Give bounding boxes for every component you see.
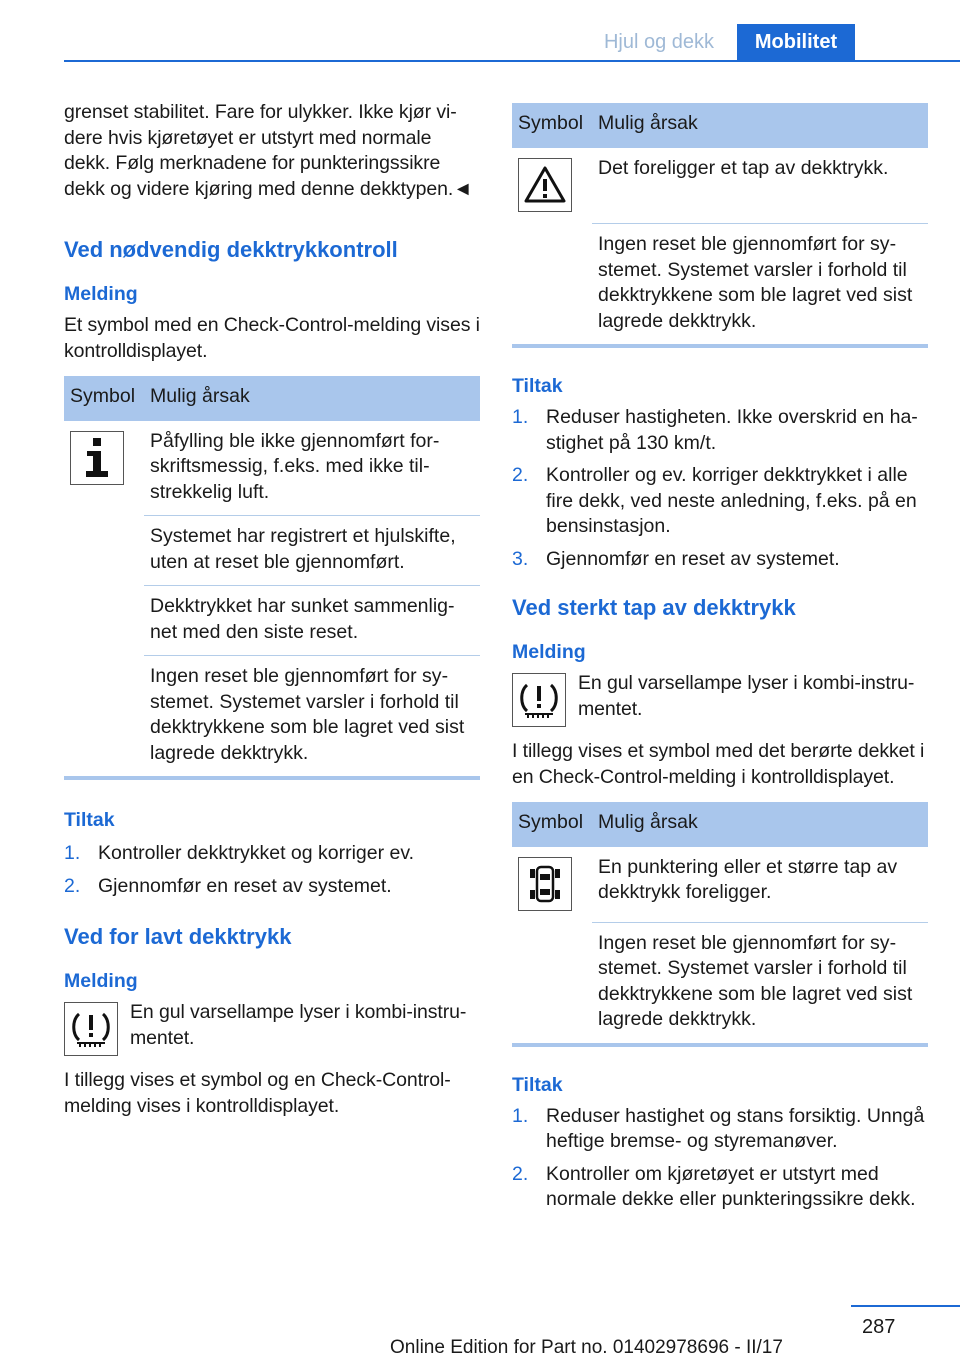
step-text: Kontroller dekktrykket og korriger ev. bbox=[98, 842, 415, 864]
column-header-symbol: Symbol bbox=[512, 802, 592, 847]
tiltak-heading: Tiltak bbox=[64, 809, 115, 831]
list-item bbox=[512, 1162, 928, 1213]
step-text: Gjennomfør en reset av systemet. bbox=[546, 547, 840, 570]
list-item bbox=[512, 1104, 928, 1155]
table-end-rule bbox=[64, 776, 480, 780]
table-row bbox=[64, 421, 480, 516]
column-header-symbol: Symbol bbox=[512, 103, 592, 148]
step-text: Kontroller og ev. korriger dekktrykket i alle fire dekk, ved neste anledning, f.eks. på en bensinstasjon. bbox=[546, 464, 917, 537]
car-tire-icon bbox=[518, 857, 572, 911]
left-column bbox=[64, 100, 480, 1119]
step-number: 2. bbox=[512, 1162, 529, 1185]
table-row bbox=[512, 847, 928, 923]
section-title-check-pressure: Ved nødvendig dekktrykkontroll bbox=[64, 237, 398, 262]
list-item bbox=[64, 874, 480, 900]
column-header-symbol: Symbol bbox=[64, 376, 144, 421]
reason-cell: Det foreligger et tap av dekktrykk. bbox=[592, 148, 928, 224]
right-column bbox=[512, 103, 928, 1220]
chapter-tab: Mobilitet bbox=[737, 24, 855, 60]
edition-note: Online Edition for Part no. 01402978696 - II/17 bbox=[390, 1337, 783, 1358]
step-number: 1. bbox=[64, 842, 81, 864]
list-item bbox=[512, 463, 928, 540]
warning-lamp-text: En gul varsellampe lyser i kombi-instrumentet. bbox=[578, 672, 915, 720]
reason-cell: Dekktrykket har sunket sammenlignet med den siste reset. bbox=[144, 586, 480, 656]
tire-pressure-warning-icon bbox=[512, 673, 566, 727]
step-text: Kontroller om kjøretøyet er utstyrt med normale dekke eller punkteringssikre dekk. bbox=[546, 1162, 916, 1210]
warning-lamp-row bbox=[512, 671, 928, 727]
step-text: Reduser hastighet og stans forsiktig. Unngå heftige bremse- og styremanøver. bbox=[546, 1104, 925, 1152]
reason-cell: En punktering eller et større tap av dekktrykk foreligger. bbox=[592, 847, 928, 923]
reason-cell: Systemet har registrert et hjulskifte, uten at reset ble gjennomført. bbox=[144, 516, 480, 586]
tiltak-list bbox=[512, 405, 928, 572]
reason-cell: Ingen reset ble gjennomført for systemet. Systemet varsler i forhold til dekktrykkene som ble lagret ved sist lagrede dekktrykk. bbox=[598, 233, 913, 332]
table-end-rule bbox=[512, 344, 928, 348]
melding-text: Et symbol med en Check-Control-melding vises i kontrolldisplayet. bbox=[64, 314, 480, 362]
header-rule bbox=[64, 60, 960, 62]
list-item bbox=[64, 841, 480, 867]
step-text: Gjennomfør en reset av systemet. bbox=[98, 874, 392, 897]
column-header-reason: Mulig årsak bbox=[144, 376, 480, 421]
tire-pressure-warning-icon bbox=[64, 1002, 118, 1056]
page-number: 287 bbox=[862, 1316, 896, 1338]
step-number: 1. bbox=[512, 406, 529, 428]
reason-cell: Ingen reset ble gjennomført for systemet. Systemet varsler i forhold til dekktrykkene som ble lagret ved sist lagrede dekktrykk. bbox=[598, 931, 913, 1030]
section-title-heavy-loss: Ved sterkt tap av dekktrykk bbox=[512, 595, 796, 620]
symbol-table-2 bbox=[512, 103, 928, 348]
intro-paragraph: grenset stabilitet. Fare for ulykker. Ikke kjør videre hvis kjøretøyet er utstyrt med normale dekk. Følg merknadene for punkteringssikre dekk og videre kjøring med denne dekktypen.◄ bbox=[64, 101, 473, 200]
warning-lamp-text: En gul varsellampe lyser i kombi-instrumentet. bbox=[130, 1001, 467, 1049]
section-tab: Hjul og dekk bbox=[603, 31, 715, 53]
column-header-reason: Mulig årsak bbox=[592, 802, 928, 847]
melding-heading: Melding bbox=[64, 970, 138, 992]
step-text: Reduser hastigheten. Ikke overskrid en hastighet på 130 km/t. bbox=[546, 406, 918, 454]
symbol-cell bbox=[64, 421, 144, 777]
step-number: 3. bbox=[512, 547, 529, 570]
tiltak-heading: Tiltak bbox=[512, 1073, 563, 1096]
tiltak-list bbox=[512, 1104, 928, 1213]
list-item bbox=[512, 547, 928, 573]
tiltak-heading: Tiltak bbox=[512, 375, 563, 397]
reason-cell: Ingen reset ble gjennomført for systemet. Systemet varsler i forhold til dekktrykkene som ble lagret ved sist lagrede dekktrykk. bbox=[150, 665, 465, 764]
warning-triangle-icon bbox=[518, 158, 572, 212]
step-number: 1. bbox=[512, 1104, 529, 1127]
info-icon bbox=[70, 431, 124, 485]
reason-cell: Påfylling ble ikke gjennomført forskriftsmessig, f.eks. med ikke tilstrekkelig luft. bbox=[144, 421, 480, 516]
symbol-table-3 bbox=[512, 802, 928, 1047]
step-number: 2. bbox=[512, 464, 529, 486]
melding-heading: Melding bbox=[64, 283, 138, 305]
section-title-low-pressure: Ved for lavt dekktrykk bbox=[64, 924, 292, 949]
list-item bbox=[512, 405, 928, 456]
step-number: 2. bbox=[64, 874, 81, 897]
melding-heading: Melding bbox=[512, 641, 586, 663]
column-header-reason: Mulig årsak bbox=[592, 103, 928, 148]
body-paragraph: I tillegg vises et symbol og en Check-Control-melding vises i kontrolldisplayet. bbox=[64, 1069, 451, 1117]
table-row bbox=[512, 148, 928, 224]
body-paragraph: I tillegg vises et symbol med det berørte dekket i en Check-Control-melding i kontrolldisplayet. bbox=[512, 740, 925, 788]
warning-lamp-row bbox=[64, 1000, 480, 1056]
tiltak-list bbox=[64, 841, 480, 899]
symbol-cell bbox=[512, 148, 592, 345]
footer-rule bbox=[851, 1305, 960, 1307]
symbol-table-1 bbox=[64, 376, 480, 780]
symbol-cell bbox=[512, 847, 592, 1043]
table-end-rule bbox=[512, 1043, 928, 1047]
